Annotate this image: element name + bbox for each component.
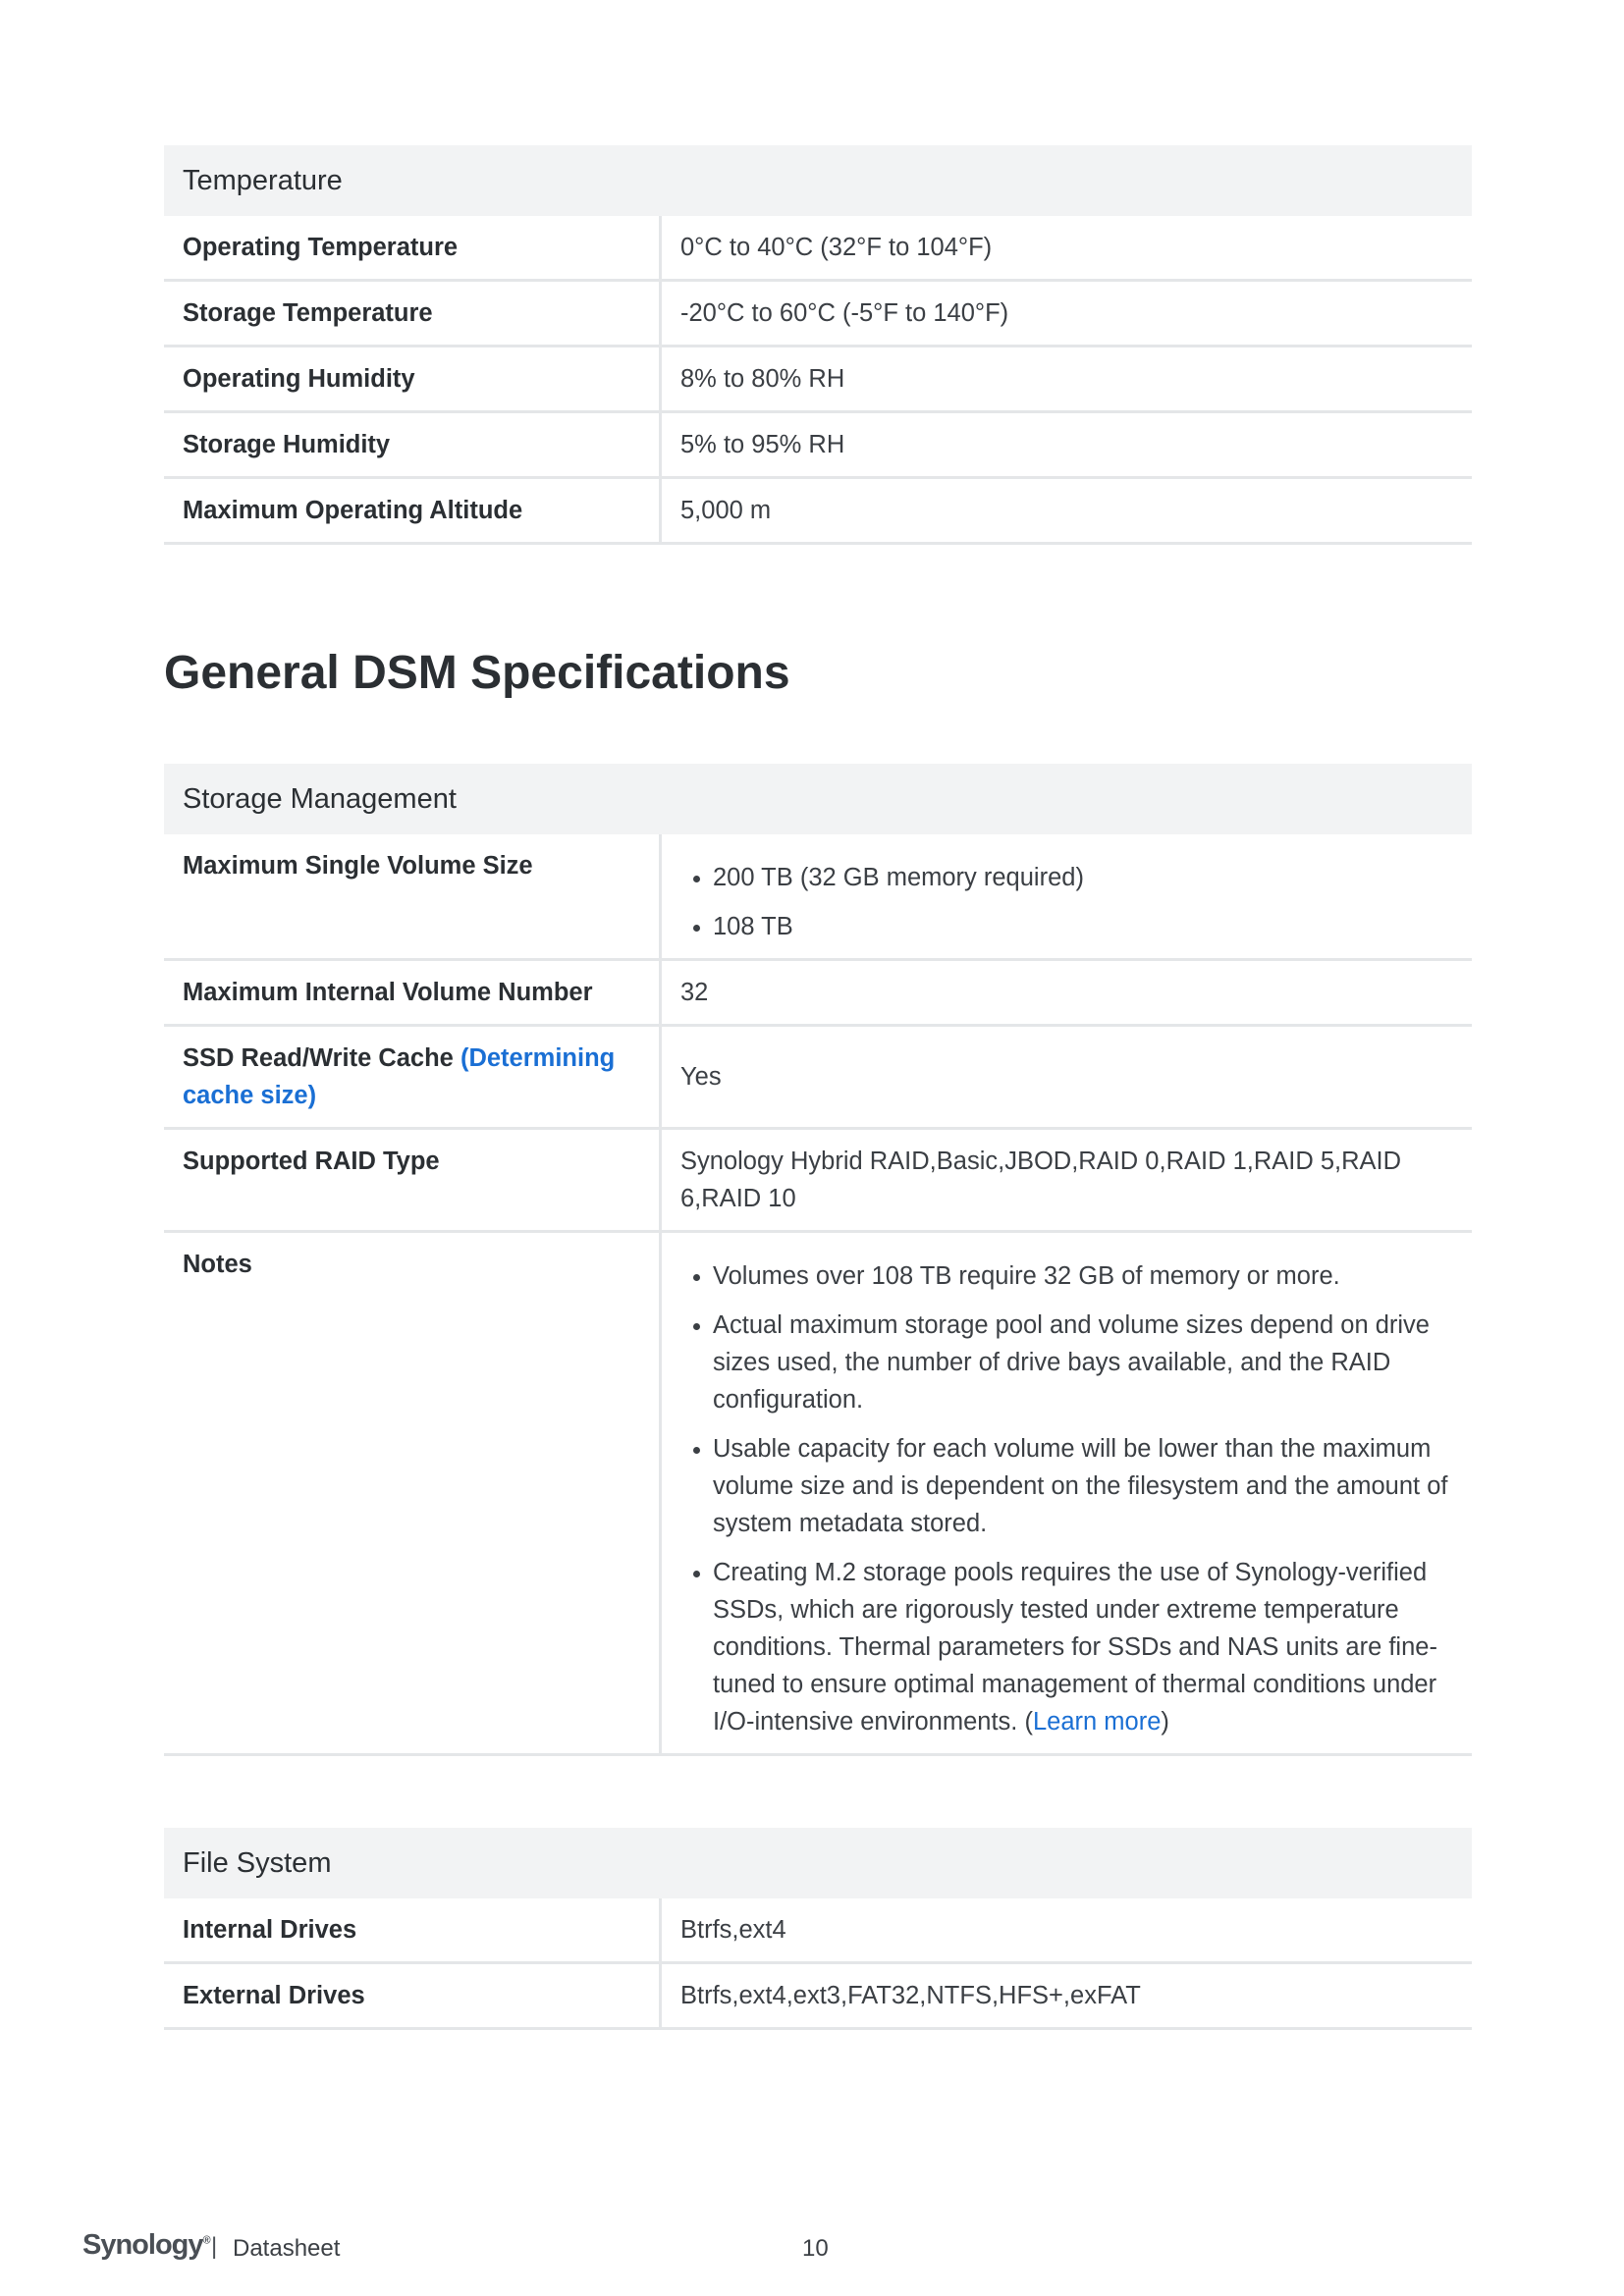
table-header-storage-management: Storage Management xyxy=(164,764,1472,834)
table-row xyxy=(164,834,1472,960)
trademark-mark: ® xyxy=(202,2234,211,2247)
table-header-file-system: File System xyxy=(164,1828,1472,1898)
row-value xyxy=(661,834,1473,960)
row-value: 32 xyxy=(661,960,1473,1026)
row-label: Supported RAID Type xyxy=(164,1129,661,1232)
list-item xyxy=(713,1554,1453,1740)
table-row xyxy=(164,1026,1472,1129)
list-item: • 108 TB xyxy=(713,908,1453,945)
note-close: ) xyxy=(1161,1708,1169,1735)
note-text: Creating M.2 storage pools requires the use of Synology-verified SSDs, which are rigorously tested under extreme temperature conditions. Thermal parameters for SSDs and NAS units are fine-tuned to ensure optimal management of thermal conditions under I/O-intensive environments. ( xyxy=(713,1559,1437,1735)
row-value: Btrfs,ext4,ext3,FAT32,NTFS,HFS+,exFAT xyxy=(661,1963,1473,2029)
row-value xyxy=(661,1232,1473,1755)
bullet-list xyxy=(680,859,1453,945)
row-label: Internal Drives xyxy=(164,1898,661,1963)
section-title: General DSM Specifications xyxy=(164,647,790,699)
learn-more-link[interactable]: Learn more xyxy=(1032,1708,1162,1735)
bullet-list xyxy=(680,1257,1453,1740)
list-item: • 200 TB (32 GB memory required) xyxy=(713,859,1453,896)
list-item: • Usable capacity for each volume will be lower than the maximum volume size and is dependent on the filesystem and the amount of system metadata stored. xyxy=(713,1430,1453,1542)
row-label: External Drives xyxy=(164,1963,661,2029)
list-item: • Volumes over 108 TB require 32 GB of memory or more. xyxy=(713,1257,1453,1295)
row-value: 0°C to 40°C (32°F to 104°F) xyxy=(661,216,1473,281)
row-label xyxy=(164,1026,661,1129)
ssd-cache-label: SSD Read/Write Cache xyxy=(183,1044,454,1072)
brand-name: Synology xyxy=(82,2229,203,2261)
row-label: Storage Humidity xyxy=(164,412,661,478)
row-value: -20°C to 60°C (-5°F to 140°F) xyxy=(661,281,1473,347)
row-value: 5,000 m xyxy=(661,478,1473,544)
row-label: Storage Temperature xyxy=(164,281,661,347)
row-value: Btrfs,ext4 xyxy=(661,1898,1473,1963)
row-label: Notes xyxy=(164,1232,661,1755)
row-value: 5% to 95% RH xyxy=(661,412,1473,478)
table-row xyxy=(164,347,1472,412)
row-label: Operating Humidity xyxy=(164,347,661,412)
table-header-temperature: Temperature xyxy=(164,145,1472,216)
table-row xyxy=(164,281,1472,347)
table-row xyxy=(164,960,1472,1026)
file-system-table xyxy=(164,1828,1472,2030)
table-row xyxy=(164,1129,1472,1232)
row-label: Operating Temperature xyxy=(164,216,661,281)
row-label: Maximum Internal Volume Number xyxy=(164,960,661,1026)
row-label: Maximum Operating Altitude xyxy=(164,478,661,544)
table-row xyxy=(164,412,1472,478)
table-row xyxy=(164,1232,1472,1755)
row-value: 8% to 80% RH xyxy=(661,347,1473,412)
temperature-table xyxy=(164,145,1472,545)
synology-logo xyxy=(82,2229,211,2262)
row-value: Synology Hybrid RAID,Basic,JBOD,RAID 0,RAID 1,RAID 5,RAID 6,RAID 10 xyxy=(661,1129,1473,1232)
table-row xyxy=(164,478,1472,544)
table-row xyxy=(164,216,1472,281)
list-item: • Actual maximum storage pool and volume sizes depend on drive sizes used, the number of drive bays available, and the RAID configuration. xyxy=(713,1307,1453,1418)
page-number: 10 xyxy=(802,2235,829,2262)
table-row xyxy=(164,1963,1472,2029)
table-row xyxy=(164,1898,1472,1963)
row-label: Maximum Single Volume Size xyxy=(164,834,661,960)
determining-cache-size-link[interactable]: (Determining cache size) xyxy=(183,1044,616,1109)
footer-separator: | xyxy=(211,2233,218,2260)
document-type: Datasheet xyxy=(233,2235,341,2262)
storage-management-table xyxy=(164,764,1472,1756)
row-value: Yes xyxy=(661,1026,1473,1129)
